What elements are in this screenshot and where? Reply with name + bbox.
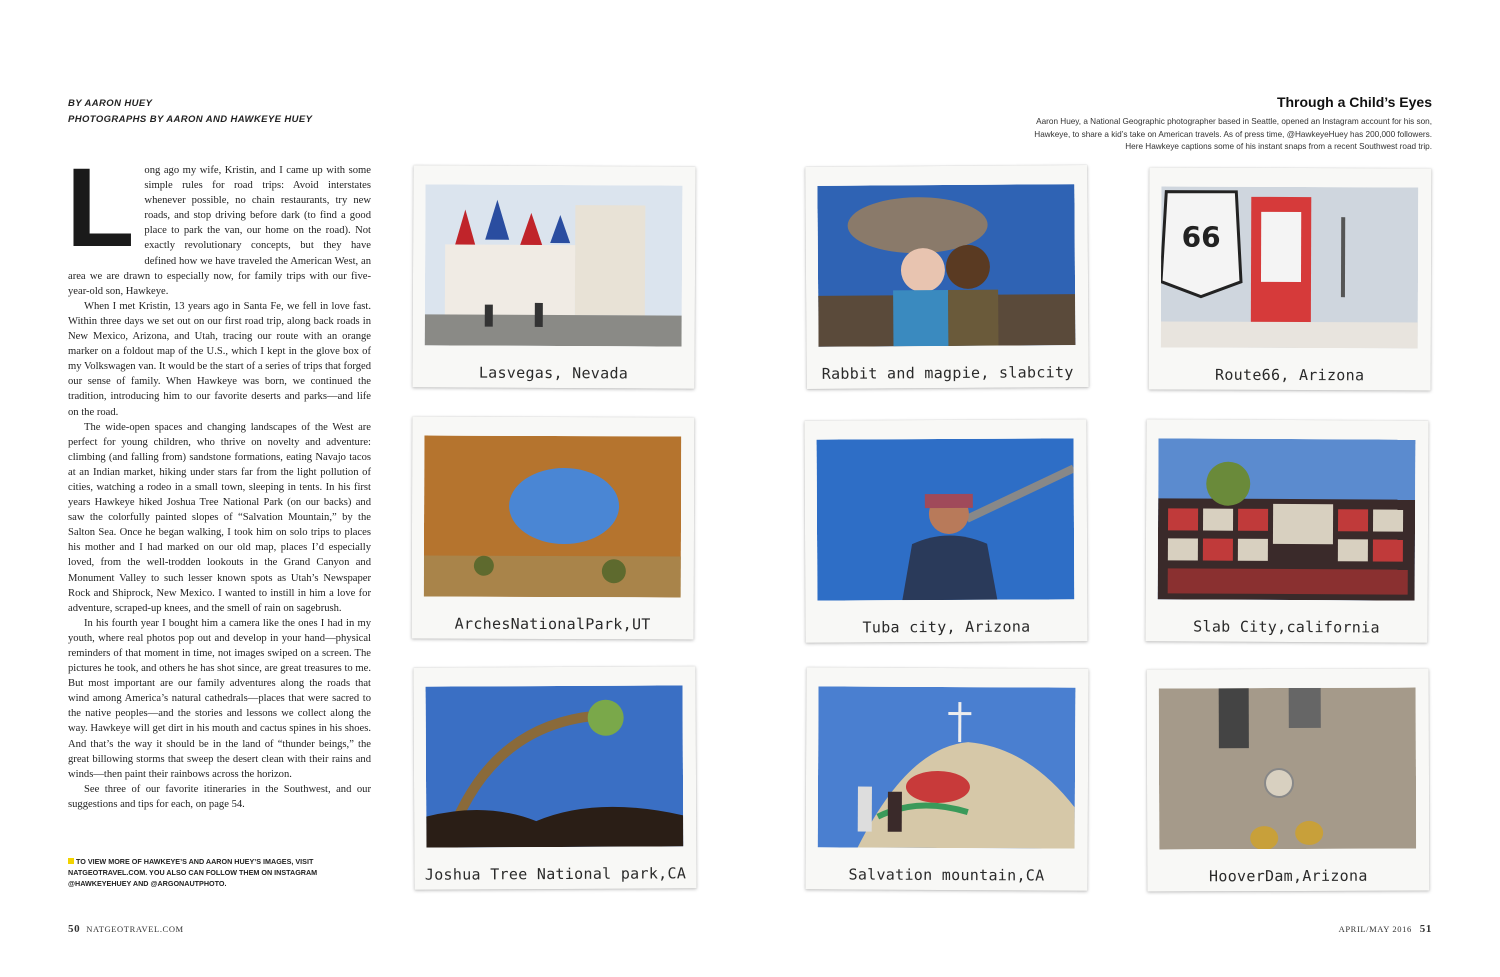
polaroid-tuba-city bbox=[804, 419, 1087, 642]
polaroid-arches bbox=[412, 417, 695, 640]
polaroid-caption: Tuba city, Arizona bbox=[862, 617, 1031, 637]
article-paragraph: The wide-open spaces and changing landscapes of the West are perfect for young children, who thrive on novelty and adventure: climbing (and falling from) sandstone formations, eating Navajo tacos at an Indian market, hiking under stars far from the light pollution of cities, watching a rodeo in a small town, sleeping in tents. In his first years Hawkeye hiked Joshua Tree National Park (on our backs) and saw the colorfully painted slopes of “Salvation Mountain,” by the Salton Sea. Once he began walking, I took him on solo trips to places his mother and I had marked on our old map, places I’d especially loved, from the well-trodden lookouts in the Grand Canyon and Monument Valley to such lesser known spots as Utah’s Newspaper Rock and Shiprock, New Mexico. I wanted to instill in him a love for adventure, scraped-up knees, and the smell of rain on sagebrush. bbox=[68, 421, 371, 614]
footnote bbox=[68, 857, 358, 889]
folio-site: NATGEOTRAVEL.COM bbox=[86, 924, 184, 934]
sidebar-dek bbox=[972, 116, 1432, 154]
sidebar-dek-line: Hawkeye, to share a kid’s take on American travels. As of press time, @HawkeyeHuey has 200,000 followers. bbox=[1034, 129, 1432, 139]
byline bbox=[68, 96, 312, 128]
footnote-text: TO VIEW MORE OF HAWKEYE’S AND AARON HUEY’S IMAGES, VISIT NATGEOTRAVEL.COM. YOU ALSO CAN FOLLOW THEM ON INSTAGRAM @HAWKEYEHUEY AND @ARGONAUTPHOTO. bbox=[68, 857, 318, 888]
polaroid-hoover-dam bbox=[1147, 669, 1430, 892]
sidebar-header bbox=[972, 94, 1432, 154]
sidebar-title: Through a Child’s Eyes bbox=[1276, 94, 1432, 110]
photo-las-vegas bbox=[425, 184, 683, 346]
polaroid-slab-city bbox=[1145, 419, 1428, 642]
photo-salvation-mountain bbox=[818, 686, 1076, 848]
polaroid-caption: Slab City,california bbox=[1193, 617, 1380, 637]
drop-cap: L bbox=[66, 145, 135, 270]
polaroid-caption: HooverDam,Arizona bbox=[1208, 866, 1368, 886]
byline-photographers: PHOTOGRAPHS BY AARON AND HAWKEYE HUEY bbox=[68, 114, 313, 125]
photo-rabbit-magpie bbox=[817, 184, 1075, 347]
article-paragraph: When I met Kristin, 13 years ago in Santa Fe, we fell in love fast. Within three days we set out on our first road trip, along back roads in New Mexico, Arizona, and Utah, tracing our route with an orange marker on a foldout map of the U.S., which I kept in the glove box of my Volkswagen van. It would be the start of a series of trips that forged our sense of family. When Hawkeye was born, we continued the tradition, introducing him to our favorite deserts and parks—and life on the road. bbox=[68, 300, 371, 418]
photo-slab-city bbox=[1158, 438, 1416, 600]
polaroid-caption: Route66, Arizona bbox=[1214, 365, 1365, 385]
byline-author: BY AARON HUEY bbox=[68, 98, 153, 109]
article-paragraph: See three of our favorite itineraries in the Southwest, and our suggestions and tips for each, on page 54. bbox=[68, 783, 371, 810]
polaroid-caption: Lasvegas, Nevada bbox=[478, 363, 629, 383]
photo-joshua-tree bbox=[426, 685, 684, 847]
polaroid-caption: Joshua Tree National park,CA bbox=[424, 864, 687, 884]
polaroid-rabbit-magpie bbox=[805, 165, 1089, 389]
polaroid-salvation-mountain bbox=[805, 667, 1088, 890]
article-paragraph: In his fourth year I bought him a camera like the ones I had in my youth, where real photos pop out and develop in your hand—physical reminders of that moment in time, not images swiped on a screen. The pictures he took, and others he has shot since, are great treasures to me. But most important are our family adventures along the roads that wind among America’s natural cathedrals—places that were sacred to the native peoples—and the stories and lessons we collect along the way. Hawkeye will get dirt in his mouth and cactus spines in his shoes. And that’s the way it should be in the land of “thunder beings,” the great billowing storms that sweep the desert clean with their rains and winds—then paint their rainbows across the horizon. bbox=[68, 617, 371, 780]
polaroid-las-vegas bbox=[412, 165, 695, 388]
folio-right bbox=[1339, 923, 1432, 935]
article-paragraph: ong ago my wife, Kristin, and I came up with some simple rules for road trips: Avoid interstates whenever possible, no chain restaurants, try new roads, and stop driving before dark (to find a good place to park the van, our home on the road). Not exactly revolutionary concepts, but they have defined how we have traveled the American West, an area we are drawn to especially now, for family trips with our five-year-old son, Hawkeye. bbox=[68, 165, 371, 297]
polaroid-route-66 bbox=[1149, 168, 1432, 391]
photo-hoover-dam bbox=[1159, 688, 1417, 850]
photo-route-66 bbox=[1161, 187, 1419, 349]
page-number-right: 51 bbox=[1419, 923, 1432, 935]
folio-left bbox=[68, 923, 184, 935]
article-body bbox=[66, 145, 371, 812]
svg-text:66: 66 bbox=[1181, 220, 1221, 254]
footnote-marker bbox=[68, 858, 74, 864]
photo-arches bbox=[424, 436, 682, 598]
polaroid-caption: Salvation mountain,CA bbox=[848, 865, 1045, 885]
polaroid-caption: Rabbit and magpie, slabcity bbox=[821, 363, 1074, 383]
page-number-left: 50 bbox=[68, 923, 81, 935]
folio-date: APRIL/MAY 2016 bbox=[1338, 924, 1412, 934]
polaroid-joshua-tree bbox=[413, 666, 696, 889]
sidebar-dek-line: Here Hawkeye captions some of his instant snaps from a recent Southwest road trip. bbox=[1125, 142, 1432, 151]
polaroid-caption: ArchesNationalPark,UT bbox=[454, 614, 651, 634]
sidebar-dek-line: Aaron Huey, a National Geographic photographer based in Seattle, opened an Instagram account for his son, bbox=[1036, 117, 1432, 126]
photo-tuba-city bbox=[817, 438, 1075, 600]
